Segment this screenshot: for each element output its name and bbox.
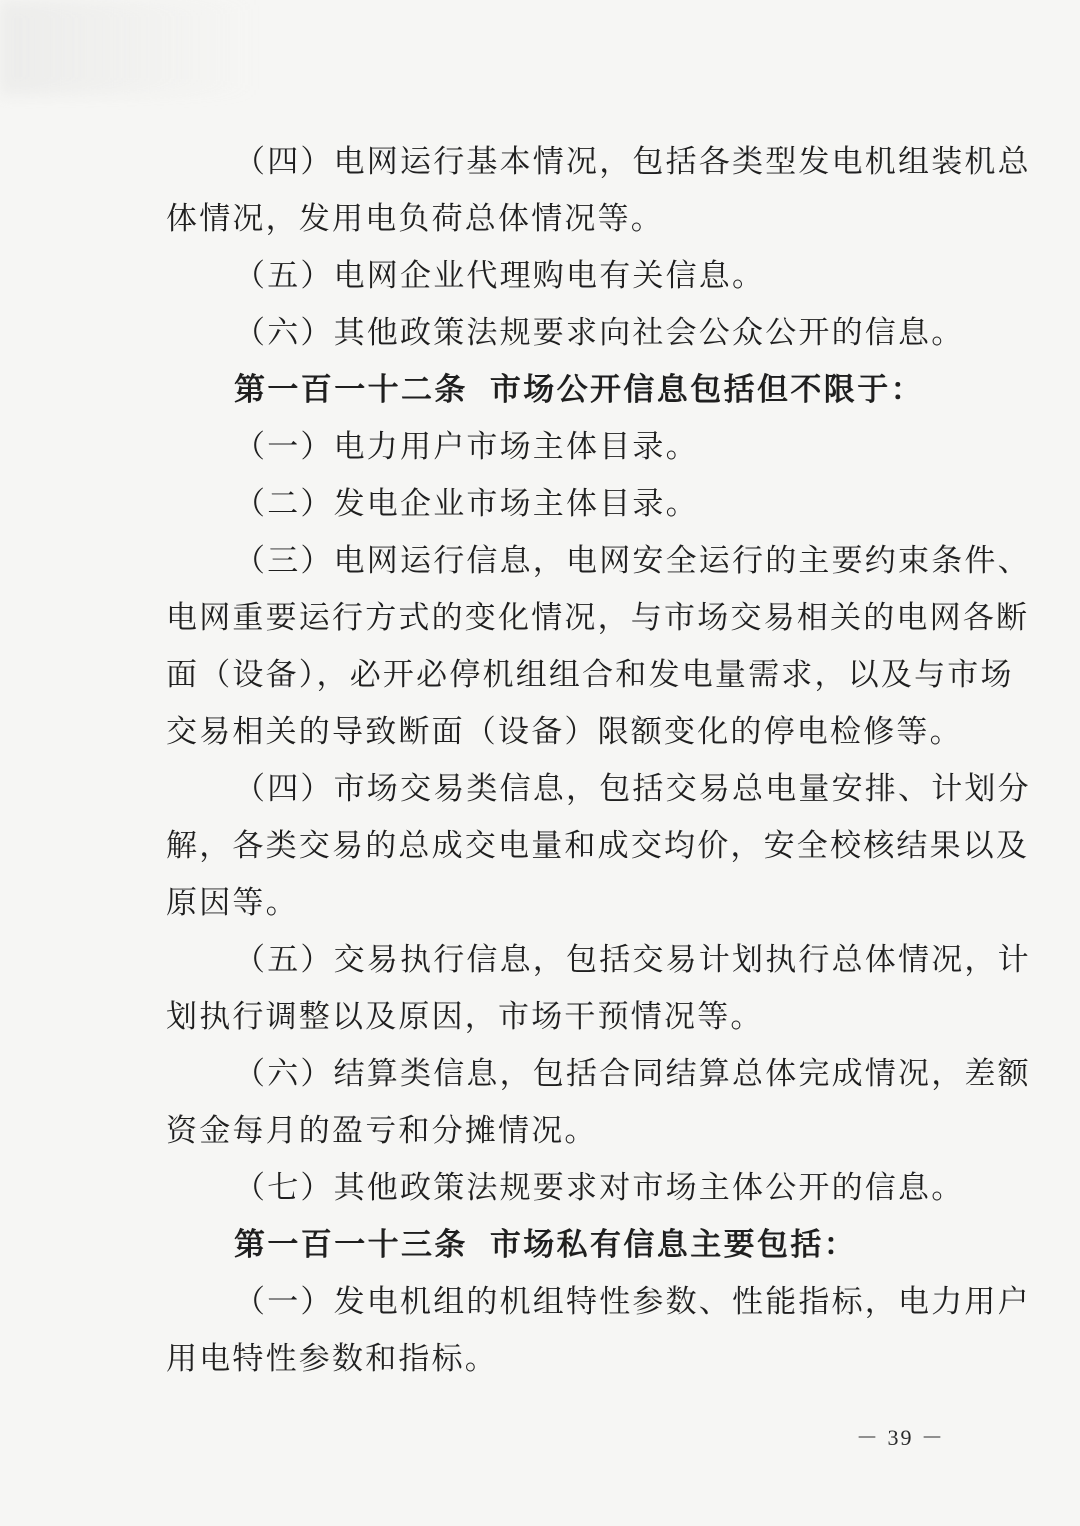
- document-line: （一）电力用户市场主体目录。: [234, 429, 699, 465]
- article-text: 市场私有信息主要包括：: [489, 1227, 858, 1263]
- document-line: （一）发电机组的机组特性参数、性能指标，电力用户: [234, 1284, 1031, 1320]
- article-title: 第一百一十三条: [234, 1227, 468, 1263]
- document-line: 划执行调整以及原因，市场干预情况等。: [166, 999, 764, 1035]
- document-line: 体情况，发用电负荷总体情况等。: [166, 201, 664, 237]
- document-line: 交易相关的导致断面（设备）限额变化的停电检修等。: [166, 714, 963, 750]
- document-line: （七）其他政策法规要求对市场主体公开的信息。: [234, 1170, 965, 1206]
- document-line: 面（设备），必开必停机组组合和发电量需求，以及与市场: [166, 657, 1014, 693]
- document-line: （五）电网企业代理购电有关信息。: [234, 258, 766, 294]
- document-line: （六）结算类信息，包括合同结算总体完成情况，差额: [234, 1056, 1031, 1092]
- article-text: 市场公开信息包括但不限于：: [489, 372, 925, 408]
- document-line: （四）电网运行基本情况，包括各类型发电机组装机总: [234, 144, 1031, 180]
- document-line: （二）发电企业市场主体目录。: [234, 486, 699, 522]
- scan-shadow: [0, 0, 260, 95]
- document-line: （五）交易执行信息，包括交易计划执行总体情况，计: [234, 942, 1031, 978]
- document-line: 原因等。: [166, 885, 299, 921]
- document-line: （六）其他政策法规要求向社会公众公开的信息。: [234, 315, 965, 351]
- article-title: 第一百一十二条: [234, 372, 468, 408]
- article-line: [234, 369, 924, 411]
- article-line: [234, 1224, 857, 1266]
- page-number: － 39 －: [856, 1425, 946, 1450]
- document-line: （三）电网运行信息，电网安全运行的主要约束条件、: [234, 543, 1031, 579]
- document-line: 用电特性参数和指标。: [166, 1341, 498, 1377]
- document-line: 资金每月的盈亏和分摊情况。: [166, 1113, 598, 1149]
- document-line: （四）市场交易类信息，包括交易总电量安排、计划分: [234, 771, 1031, 807]
- document-line: 解，各类交易的总成交电量和成交均价，安全校核结果以及: [166, 828, 1030, 864]
- document-line: 电网重要运行方式的变化情况，与市场交易相关的电网各断: [166, 600, 1030, 636]
